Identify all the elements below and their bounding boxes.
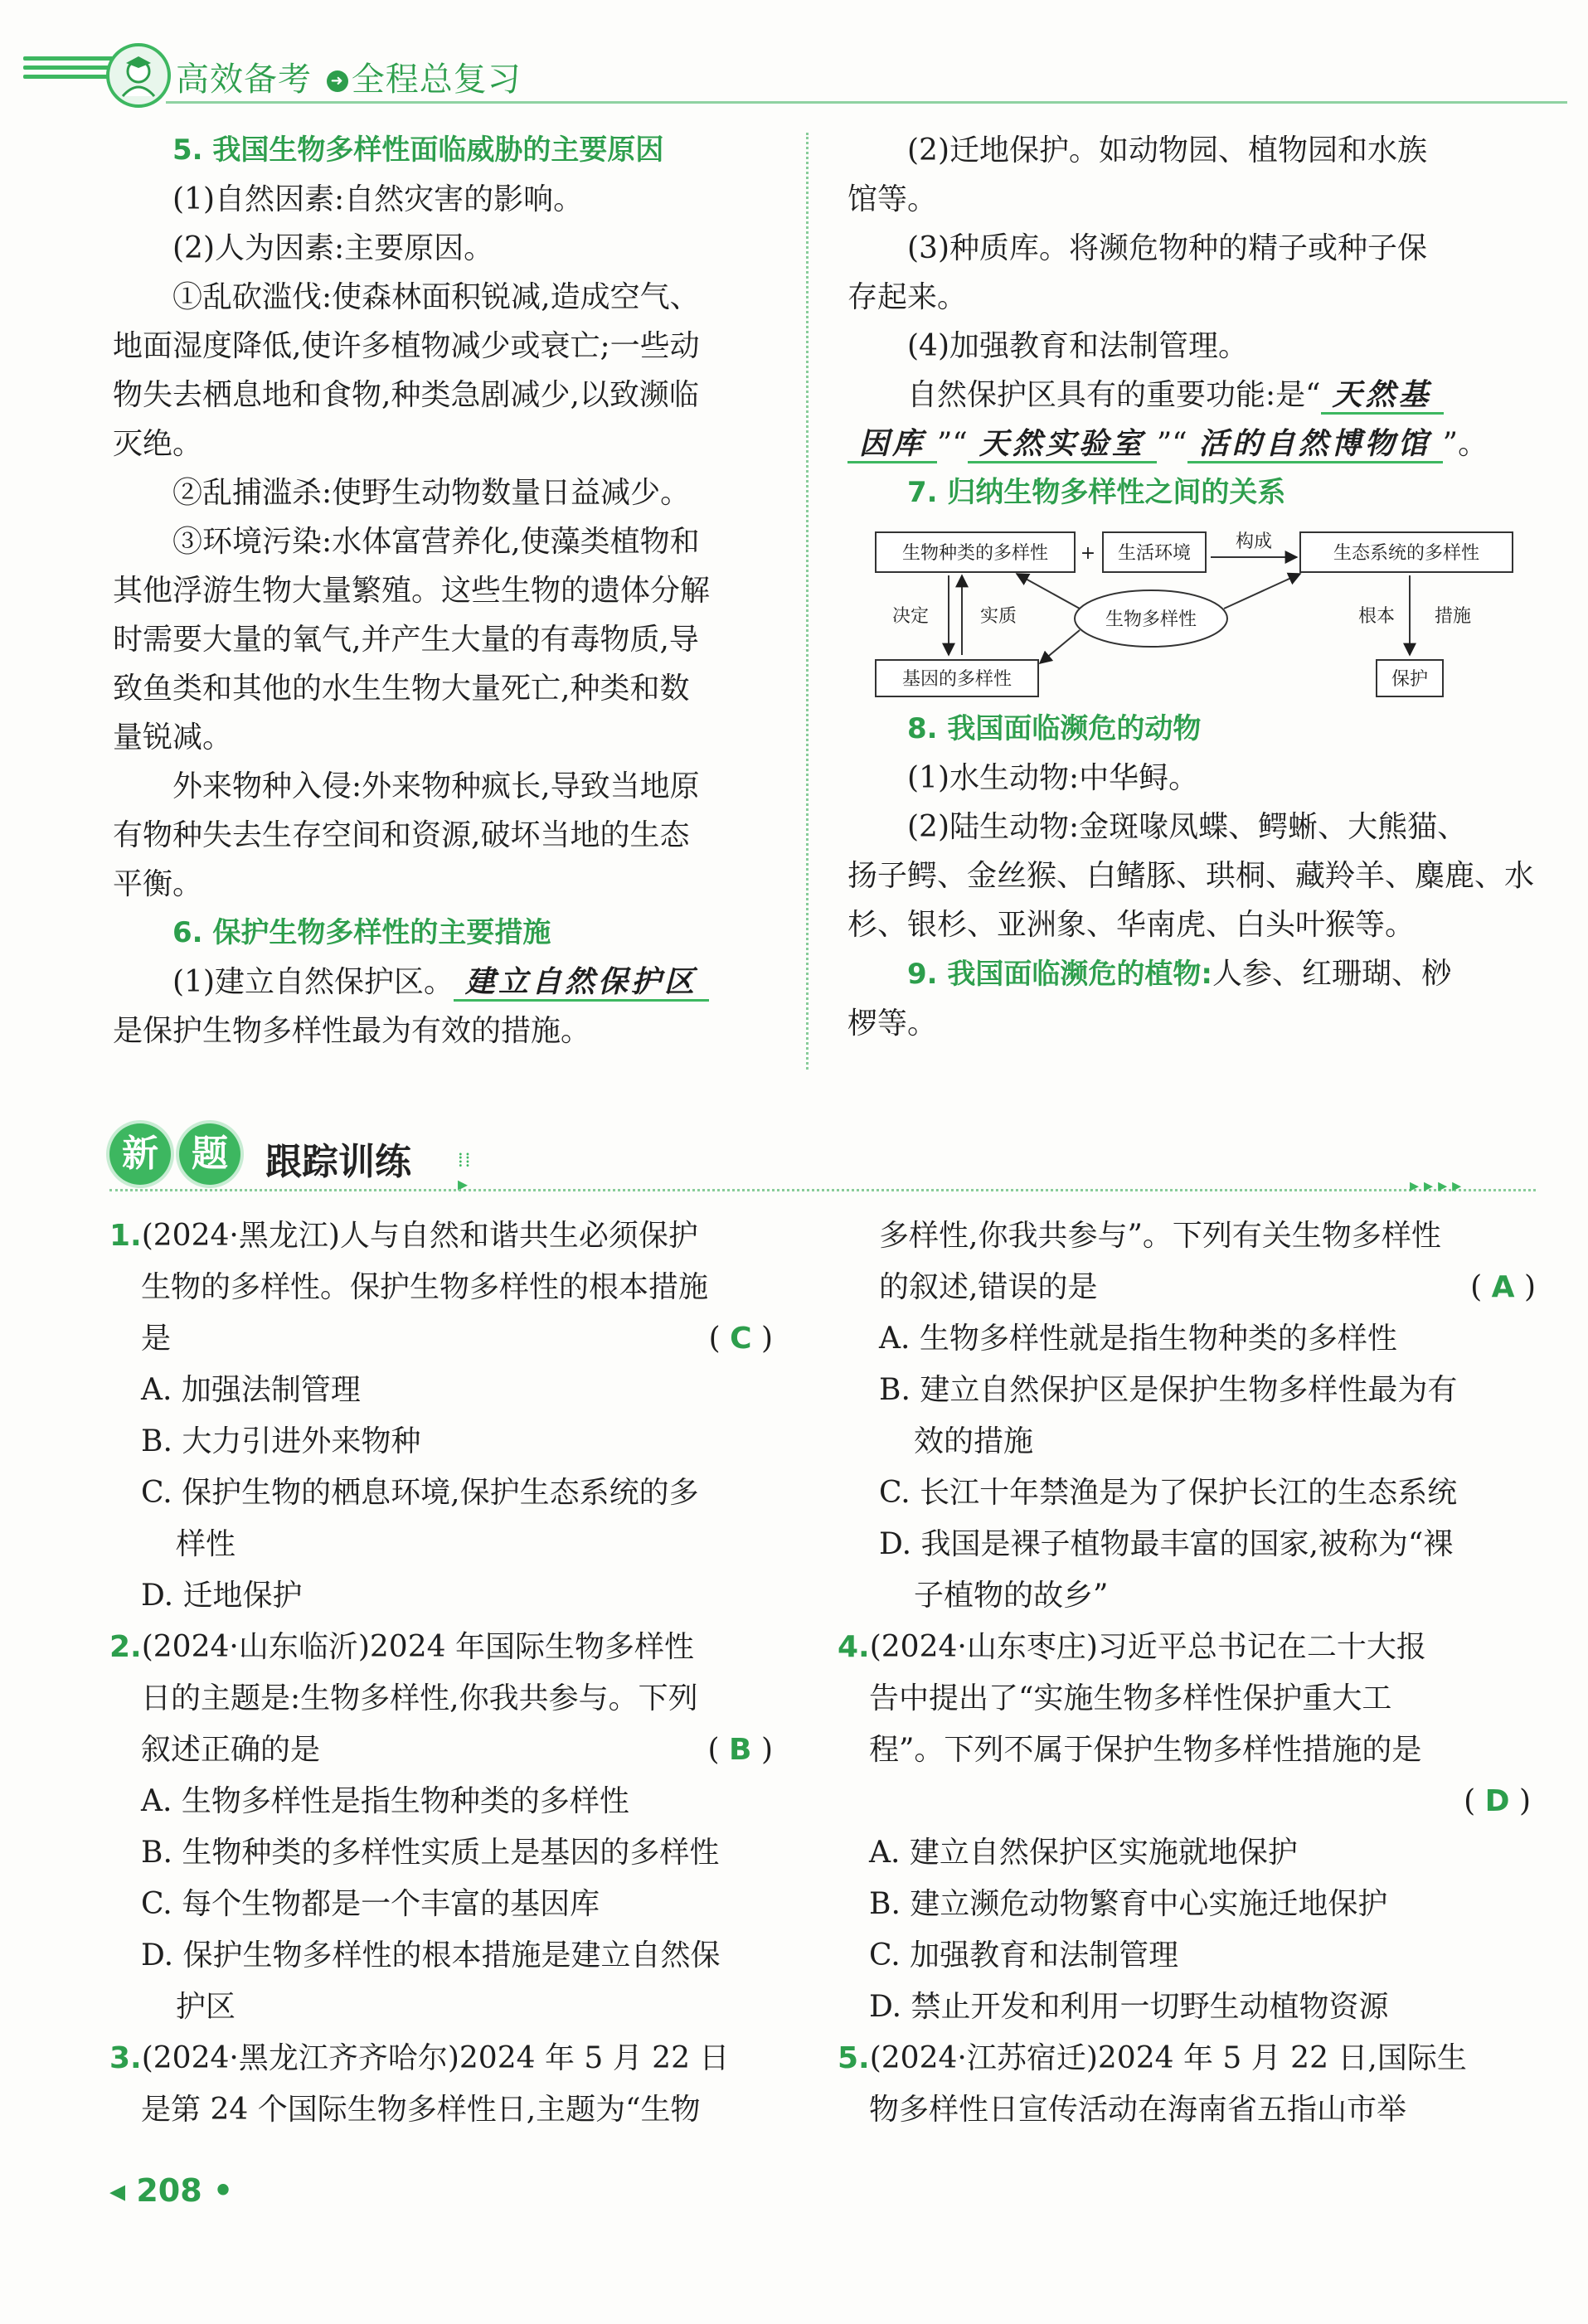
- page-number-text: 208: [136, 2172, 202, 2209]
- left-column: [113, 126, 776, 1055]
- option: A. 生物多样性就是指生物种类的多样性: [879, 1322, 1397, 1356]
- option: B. 建立自然保护区是保护生物多样性最为有: [879, 1373, 1458, 1407]
- heading-5: 5. 我国生物多样性面临威胁的主要原因: [172, 133, 664, 167]
- label-protect: 保护: [1391, 669, 1429, 690]
- option: C. 加强教育和法制管理: [869, 1938, 1179, 1972]
- question-number: 3.: [109, 2041, 142, 2075]
- text-line: 日的主题是:生物多样性,你我共参与。下列: [141, 1681, 698, 1715]
- column-divider: [806, 133, 809, 1070]
- arrow-to-gene: [1040, 630, 1080, 663]
- option: D. 禁止开发和利用一切野生动植物资源: [869, 1990, 1389, 2024]
- text-line: 地面湿度降低,使许多植物减少或衰亡;一些动: [113, 329, 700, 363]
- text-line: 量锐减。: [113, 720, 233, 754]
- label-gene: 基因的多样性: [901, 669, 1013, 690]
- option: C. 保护生物的栖息环境,保护生态系统的多: [141, 1476, 699, 1510]
- text-line: [109, 1211, 773, 1262]
- text-line: 程”。下列不属于保护生物多样性措施的是: [869, 1733, 1422, 1767]
- text-line: [838, 2033, 1536, 2084]
- header-rule: [166, 101, 1567, 104]
- option: B. 建立濒危动物繁育中心实施迁地保护: [869, 1887, 1388, 1921]
- answer-bracket: ( A ): [1470, 1270, 1536, 1304]
- label-root: 根本: [1357, 606, 1396, 627]
- text-line: (4)加强教育和法制管理。: [907, 329, 1248, 363]
- text-line: 椤等。: [847, 1007, 938, 1041]
- heading-7: 7. 归纳生物多样性之间的关系: [907, 476, 1286, 509]
- text-line: 是保护生物多样性最为有效的措施。: [113, 1014, 591, 1048]
- option: D. 我国是裸子植物最丰富的国家,被称为“裸: [879, 1527, 1454, 1561]
- text-span: ”。: [1442, 427, 1488, 461]
- text-line: 馆等。: [847, 182, 938, 216]
- right-column-lower: [847, 705, 1536, 1048]
- section-title: 跟踪训练: [265, 1141, 411, 1183]
- header-series: 全程总复习: [351, 61, 522, 99]
- section-rule: [109, 1189, 1536, 1191]
- text-line: (3)种质库。将濒危物种的精子或种子保: [907, 231, 1427, 265]
- badge-topic: 题: [179, 1123, 240, 1185]
- option: A. 生物多样性是指生物种类的多样性: [141, 1784, 629, 1818]
- header-stripes: [23, 56, 114, 96]
- question-number: 4.: [838, 1630, 870, 1664]
- question-number: 2.: [109, 1630, 142, 1664]
- question-number: 5.: [838, 2041, 870, 2075]
- page-number: [109, 2172, 233, 2209]
- text-line: 杉、银杉、亚洲象、华南虎、白头叶猴等。: [847, 908, 1416, 942]
- option: 护区: [176, 1990, 236, 2024]
- heading-8: 8. 我国面临濒危的动物: [907, 712, 1202, 745]
- text-line: [838, 1622, 1536, 1673]
- text-line: 物多样性日宣传活动在海南省五指山市举: [869, 2093, 1407, 2127]
- text-line: [847, 371, 1536, 420]
- text-line: 告中提出了“实施生物多样性保护重大工: [869, 1681, 1392, 1715]
- dots-icon: ⁞⁞▸: [458, 1148, 473, 1196]
- option: C. 每个生物都是一个丰富的基因库: [141, 1887, 600, 1921]
- text-line: 是第 24 个国际生物多样性日,主题为“生物: [141, 2093, 701, 2127]
- answer-fill: 天然实验室: [968, 427, 1157, 463]
- label-species: 生物种类的多样性: [901, 543, 1049, 564]
- page-dot-icon: •: [202, 2172, 234, 2209]
- answer-fill: 活的自然博物馆: [1187, 427, 1443, 463]
- heading-6: 6. 保护生物多样性的主要措施: [172, 916, 551, 949]
- label-measure: 措施: [1434, 606, 1472, 627]
- text-span: 人参、红珊瑚、桫: [1212, 957, 1452, 991]
- diagram-svg: [862, 522, 1526, 705]
- page-left-arrow-icon: ◂: [109, 2172, 137, 2209]
- option: 效的措施: [914, 1424, 1034, 1458]
- text-line: (2)人为因素:主要原因。: [172, 231, 494, 265]
- label-plus: +: [1080, 543, 1096, 564]
- arrow-to-ecosystem: [1224, 574, 1300, 609]
- answer: B: [729, 1733, 752, 1767]
- text-line: 时需要大量的氧气,并产生大量的有毒物质,导: [113, 623, 699, 657]
- right-column: [847, 126, 1536, 517]
- label-center: 生物多样性: [1105, 609, 1197, 630]
- text-line: [847, 420, 1536, 468]
- option: C. 长江十年禁渔是为了保护长江的生态系统: [879, 1476, 1458, 1510]
- option: D. 保护生物多样性的根本措施是建立自然保: [141, 1938, 721, 1972]
- text-span: ”“: [1156, 427, 1187, 461]
- option: B. 生物种类的多样性实质上是基因的多样性: [141, 1836, 720, 1870]
- text-line: ②乱捕滥杀:使野生动物数量日益减少。: [172, 476, 691, 510]
- text-line: [847, 1262, 1536, 1313]
- text-line: ①乱砍滥伐:使森林面积锐减,造成空气、: [172, 280, 700, 314]
- answer-bracket: ( B ): [707, 1733, 773, 1767]
- text-line: (1)自然因素:自然灾害的影响。: [172, 182, 584, 216]
- answer-fill: 因库: [847, 427, 937, 463]
- option: A. 加强法制管理: [141, 1373, 361, 1407]
- header-title: [176, 53, 522, 100]
- text-line: 存起来。: [847, 280, 968, 314]
- heading-9: 9. 我国面临濒危的植物:: [907, 958, 1213, 991]
- question-4: [838, 1622, 1536, 2033]
- text-span: 是: [141, 1322, 172, 1356]
- text-line: 物失去栖息地和食物,种类急剧减少,以致濒临: [113, 378, 699, 412]
- mascot-logo-icon: [106, 43, 171, 108]
- text-line: 多样性,你我共参与”。下列有关生物多样性: [879, 1219, 1441, 1253]
- text-span: ”“: [937, 427, 968, 461]
- option: D. 迁地保护: [141, 1579, 303, 1613]
- text-line: (1)水生动物:中华鲟。: [907, 761, 1199, 795]
- arrow-to-species: [1017, 574, 1080, 609]
- answer-bracket: ( D ): [1464, 1784, 1531, 1818]
- text-line: 平衡。: [113, 867, 203, 901]
- label-essence: 实质: [979, 606, 1017, 627]
- option: A. 建立自然保护区实施就地保护: [869, 1836, 1298, 1870]
- text-line: 有物种失去生存空间和资源,破坏当地的生态: [113, 818, 690, 852]
- text-line: 灭绝。: [113, 427, 203, 461]
- answer: C: [730, 1322, 752, 1356]
- text-line: (2)迁地保护。如动物园、植物园和水族: [907, 133, 1427, 167]
- text-line: 生物的多样性。保护生物多样性的根本措施: [141, 1270, 709, 1304]
- text-line: [109, 2033, 773, 2084]
- question-2: [109, 1622, 773, 2033]
- text-line: ③环境污染:水体富营养化,使藻类植物和: [172, 525, 700, 559]
- answer: D: [1484, 1784, 1510, 1818]
- text-line: 扬子鳄、金丝猴、白鳍豚、珙桐、藏羚羊、麋鹿、水: [847, 859, 1535, 893]
- label-decide: 决定: [891, 606, 930, 627]
- text-line: [109, 1622, 773, 1673]
- text-line: [847, 949, 1536, 999]
- text-span: (1)建立自然保护区。: [172, 965, 454, 999]
- answer-fill: 天然基: [1321, 378, 1444, 415]
- arrows-icon: ▸▸▸▸: [1410, 1176, 1467, 1196]
- question-number: 1.: [109, 1219, 142, 1253]
- answer-bracket: ( C ): [708, 1322, 773, 1356]
- text-span: (2024·山东枣庄)习近平总书记在二十大报: [869, 1630, 1426, 1664]
- text-span: 叙述正确的是: [141, 1733, 321, 1767]
- text-line: [113, 958, 776, 1007]
- question-5: [838, 2033, 1536, 2136]
- text-span: (2024·黑龙江)人与自然和谐共生必须保护: [141, 1219, 698, 1253]
- label-habitat: 生活环境: [1117, 543, 1192, 564]
- question-3: [109, 2033, 773, 2136]
- text-line: 外来物种入侵:外来物种疯长,导致当地原: [172, 769, 700, 803]
- option: 样性: [176, 1527, 236, 1561]
- label-ecosystem: 生态系统的多样性: [1333, 543, 1480, 564]
- text-line: [109, 1313, 773, 1365]
- text-span: 自然保护区具有的重要功能:是“: [907, 378, 1321, 412]
- question-1: [109, 1211, 773, 1622]
- text-span: (2024·山东临沂)2024 年国际生物多样性: [141, 1630, 694, 1664]
- badge-new: 新: [109, 1123, 171, 1185]
- answer: A: [1491, 1270, 1515, 1304]
- option: 子植物的故乡”: [914, 1579, 1109, 1613]
- text-span: 的叙述,错误的是: [879, 1270, 1098, 1304]
- text-line: 其他浮游生物大量繁殖。这些生物的遗体分解: [113, 574, 711, 608]
- arrow-right-icon: ➜: [327, 70, 348, 92]
- relation-diagram: [862, 522, 1526, 705]
- text-line: [109, 1725, 773, 1776]
- header-brand: 高效备考: [176, 61, 312, 99]
- text-line: 致鱼类和其他的水生生物大量死亡,种类和数: [113, 672, 690, 706]
- label-compose: 构成: [1235, 531, 1273, 552]
- option: B. 大力引进外来物种: [141, 1424, 421, 1458]
- question-3-continued: [847, 1211, 1536, 1622]
- text-span: (2024·黑龙江齐齐哈尔)2024 年 5 月 22 日: [141, 2041, 730, 2075]
- text-span: (2024·江苏宿迁)2024 年 5 月 22 日,国际生: [869, 2041, 1467, 2075]
- text-line: (2)陆生动物:金斑喙凤蝶、鳄蜥、大熊猫、: [907, 810, 1468, 844]
- answer-fill: 建立自然保护区: [454, 965, 709, 1002]
